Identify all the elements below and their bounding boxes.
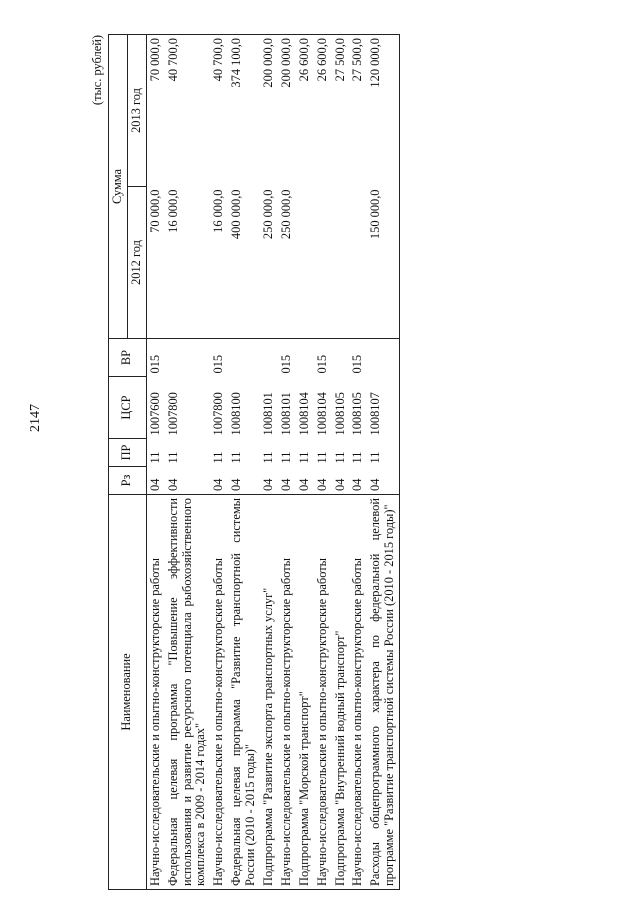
row-sum-2012 xyxy=(314,187,332,339)
row-name: Научно-исследовательские и опытно-конструкторские работы xyxy=(210,495,228,890)
row-sum-2012: 150 000,0 xyxy=(367,187,399,339)
row-pr: 11 xyxy=(314,451,329,464)
row-vr xyxy=(260,339,278,377)
row-vr xyxy=(228,339,260,377)
row-name: Научно-исследовательские и опытно-конструкторские работы xyxy=(278,495,296,890)
header-vr: ВР xyxy=(109,339,147,377)
header-year-2013: 2013 год xyxy=(127,35,146,187)
header-csr: ЦСР xyxy=(109,377,147,439)
row-sum-2013: 374 100,0 xyxy=(228,35,260,187)
row-pr: 11 xyxy=(350,451,365,464)
row-name: Подпрограмма "Морской транспорт" xyxy=(296,495,314,890)
row-sum-2013: 26 600,0 xyxy=(314,35,332,187)
row-vr xyxy=(367,339,399,377)
row-sum-2012: 250 000,0 xyxy=(261,189,276,240)
row-vr xyxy=(296,339,314,377)
row-csr: 1008100 xyxy=(229,392,244,436)
row-csr: 1008105 xyxy=(332,392,347,436)
row-sum-2012 xyxy=(332,187,350,339)
row-sum-2013: 200 000,0 xyxy=(260,35,278,187)
table-row xyxy=(228,35,260,890)
row-sum-2013: 40 700,0 xyxy=(165,35,211,187)
row-sum-2013: 120 000,0 xyxy=(367,35,399,187)
row-rz: 04 xyxy=(296,478,311,491)
table-row xyxy=(278,35,296,890)
table-header xyxy=(109,35,147,890)
budget-table xyxy=(108,34,400,890)
row-name: Расходы общепрограммного характера по федеральной целевой программе "Развитие транспортной системы России (2010 - 2015 годы)" xyxy=(367,495,399,890)
row-sum-2013: 27 500,0 xyxy=(332,35,350,187)
row-name: Научно-исследовательские и опытно-конструкторские работы xyxy=(349,495,367,890)
row-rz: 04 xyxy=(261,478,276,491)
table-row xyxy=(146,35,164,890)
table-row xyxy=(314,35,332,890)
row-rz: 04 xyxy=(165,478,180,491)
row-pr: 11 xyxy=(367,439,399,467)
row-vr: 015 xyxy=(210,339,228,377)
row-csr: 1008105 xyxy=(350,392,365,436)
row-rz: 04 xyxy=(211,478,226,491)
row-name: Подпрограмма "Внутренний водный транспорт" xyxy=(332,495,350,890)
row-rz: 04 xyxy=(332,478,347,491)
row-sum-2012: 16 000,0 xyxy=(165,189,180,233)
row-sum-2012 xyxy=(349,187,367,339)
row-pr: 11 xyxy=(332,451,347,464)
row-csr: 1007800 xyxy=(211,392,226,436)
header-name: Наименование xyxy=(109,495,147,890)
row-name: Федеральная целевая программа "Повышение эффективности использования и развитие ресурсного потенциала рыбохозяйственного комплекса в 2009 - 2014 годах" xyxy=(165,495,211,890)
row-pr: 11 xyxy=(147,451,162,464)
row-sum-2012: 400 000,0 xyxy=(229,189,244,240)
row-pr: 11 xyxy=(261,451,276,464)
row-vr xyxy=(332,339,350,377)
header-rz: Рз xyxy=(109,467,147,495)
row-sum-2013: 27 500,0 xyxy=(349,35,367,187)
row-sum-2013: 40 700,0 xyxy=(210,35,228,187)
table-row xyxy=(332,35,350,890)
row-pr: 11 xyxy=(278,451,293,464)
row-csr: 1008101 xyxy=(278,392,293,436)
table-row xyxy=(367,35,399,890)
table-body xyxy=(146,35,399,890)
row-pr: 11 xyxy=(229,451,244,464)
row-vr: 015 xyxy=(146,339,164,377)
row-sum-2013: 200 000,0 xyxy=(278,35,296,187)
row-sum-2012: 70 000,0 xyxy=(147,189,162,233)
row-rz: 04 xyxy=(229,478,244,491)
units-note: (тыс. рублей) xyxy=(90,35,104,106)
row-sum-2013: 26 600,0 xyxy=(296,35,314,187)
row-csr: 1007800 xyxy=(165,392,180,436)
row-vr: 015 xyxy=(278,339,296,377)
page-number: 2147 xyxy=(28,404,43,432)
table-row xyxy=(210,35,228,890)
header-sum: Сумма xyxy=(109,35,128,339)
row-name: Подпрограмма "Развитие экспорта транспортных услуг" xyxy=(260,495,278,890)
rotated-page-content xyxy=(91,35,536,890)
row-name: Научно-исследовательские и опытно-конструкторские работы xyxy=(146,495,164,890)
row-pr: 11 xyxy=(296,451,311,464)
row-rz: 04 xyxy=(314,478,329,491)
row-pr: 11 xyxy=(211,451,226,464)
table-row xyxy=(296,35,314,890)
header-year-2012: 2012 год xyxy=(127,187,146,339)
row-sum-2013: 70 000,0 xyxy=(146,35,164,187)
row-csr: 1008104 xyxy=(314,392,329,436)
row-rz: 04 xyxy=(278,478,293,491)
row-sum-2012: 250 000,0 xyxy=(278,189,293,240)
table-row xyxy=(349,35,367,890)
row-csr: 1008107 xyxy=(367,377,399,439)
row-sum-2012 xyxy=(296,187,314,339)
header-pr: ПР xyxy=(109,439,147,467)
row-vr: 015 xyxy=(314,339,332,377)
row-pr: 11 xyxy=(165,451,180,464)
row-sum-2012: 16 000,0 xyxy=(211,189,226,233)
row-csr: 1008104 xyxy=(296,392,311,436)
table-row xyxy=(260,35,278,890)
row-name: Научно-исследовательские и опытно-конструкторские работы xyxy=(314,495,332,890)
row-rz: 04 xyxy=(367,467,399,495)
row-csr: 1007600 xyxy=(147,392,162,436)
row-rz: 04 xyxy=(147,478,162,491)
row-csr: 1008101 xyxy=(261,392,276,436)
row-rz: 04 xyxy=(350,478,365,491)
row-vr xyxy=(165,339,211,377)
row-name: Федеральная целевая программа "Развитие транспортной системы России (2010 - 2015 годы)" xyxy=(228,495,260,890)
table-row xyxy=(165,35,211,890)
row-vr: 015 xyxy=(349,339,367,377)
